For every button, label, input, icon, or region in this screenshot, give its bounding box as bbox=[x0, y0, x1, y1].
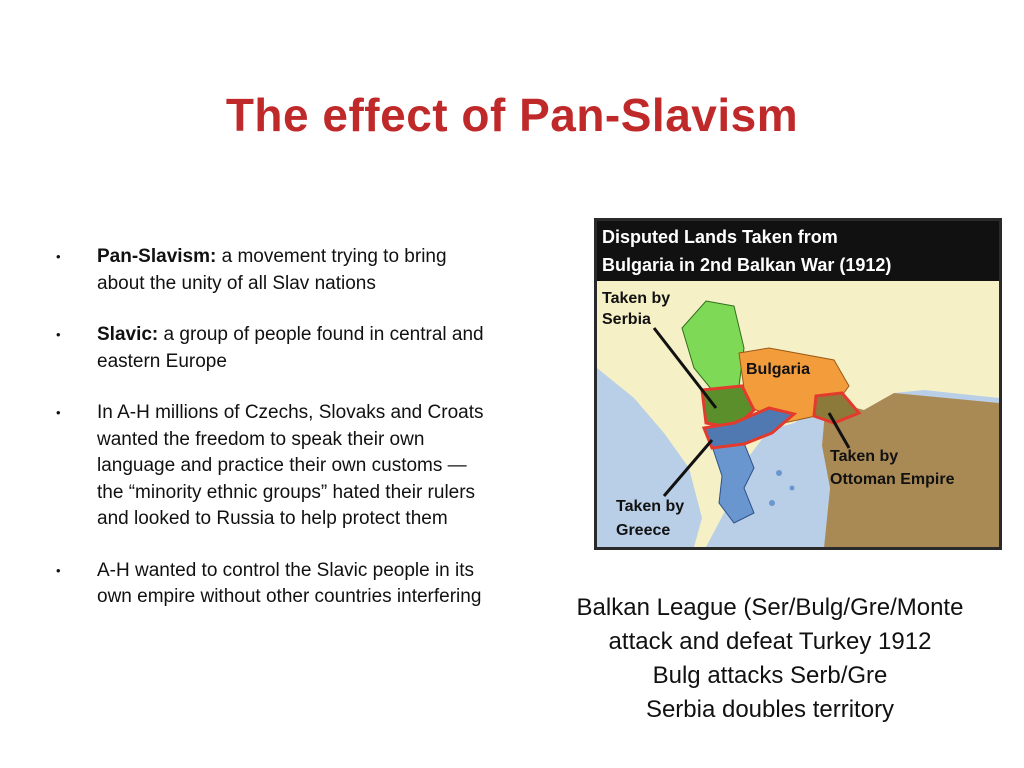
map-title-line2: Bulgaria in 2nd Balkan War (1912) bbox=[602, 255, 892, 275]
bullet-item bbox=[56, 400, 496, 533]
bullet-text: In A-H millions of Czechs, Slovaks and Croats wanted the freedom to speak their own language and practice their own customs — the “minority ethnic groups” hated their rulers and looked to Russia to help protect them bbox=[97, 402, 484, 529]
slide-title: The effect of Pan-Slavism bbox=[225, 89, 799, 141]
bullet-item bbox=[56, 558, 496, 611]
caption-line: Balkan League (Ser/Bulg/Gre/Monte bbox=[576, 594, 964, 621]
map-label-ottoman-line2: Ottoman Empire bbox=[830, 471, 955, 488]
caption-line: Bulg attacks Serb/Gre bbox=[652, 662, 888, 689]
map-caption bbox=[530, 591, 1010, 727]
map-label-ottoman-line1: Taken by bbox=[830, 448, 899, 465]
bullet-dot: • bbox=[56, 405, 61, 420]
caption-line: Serbia doubles territory bbox=[645, 696, 895, 723]
map-island bbox=[790, 486, 795, 491]
map-island bbox=[776, 470, 782, 476]
bullet-term: Slavic: bbox=[97, 324, 159, 345]
map-label-greece-line1: Taken by bbox=[616, 498, 685, 515]
map-label-bulgaria: Bulgaria bbox=[746, 361, 811, 378]
bullet-item bbox=[56, 244, 496, 297]
map-island bbox=[769, 500, 775, 506]
map-label-serbia-line1: Taken by bbox=[602, 290, 671, 307]
bullet-term: Pan-Slavism: bbox=[97, 246, 217, 267]
map-label-serbia-line2: Serbia bbox=[602, 311, 651, 328]
bullet-dot: • bbox=[56, 249, 61, 264]
map-title-line1: Disputed Lands Taken from bbox=[602, 227, 838, 247]
balkan-map bbox=[594, 218, 1002, 550]
bullet-text: a group of people found in central and eastern Europe bbox=[97, 324, 484, 372]
bullet-list bbox=[56, 244, 496, 636]
bullet-dot: • bbox=[56, 327, 61, 342]
bullet-text: A-H wanted to control the Slavic people in its own empire without other countries interfering bbox=[97, 559, 482, 607]
map-sea-aegean bbox=[759, 446, 830, 547]
bullet-item bbox=[56, 322, 496, 375]
bullet-dot: • bbox=[56, 562, 61, 578]
bullet-text: a movement trying to bring about the unity of all Slav nations bbox=[97, 246, 447, 294]
caption-line: attack and defeat Turkey 1912 bbox=[608, 628, 932, 655]
map-label-greece-line2: Greece bbox=[616, 522, 671, 539]
